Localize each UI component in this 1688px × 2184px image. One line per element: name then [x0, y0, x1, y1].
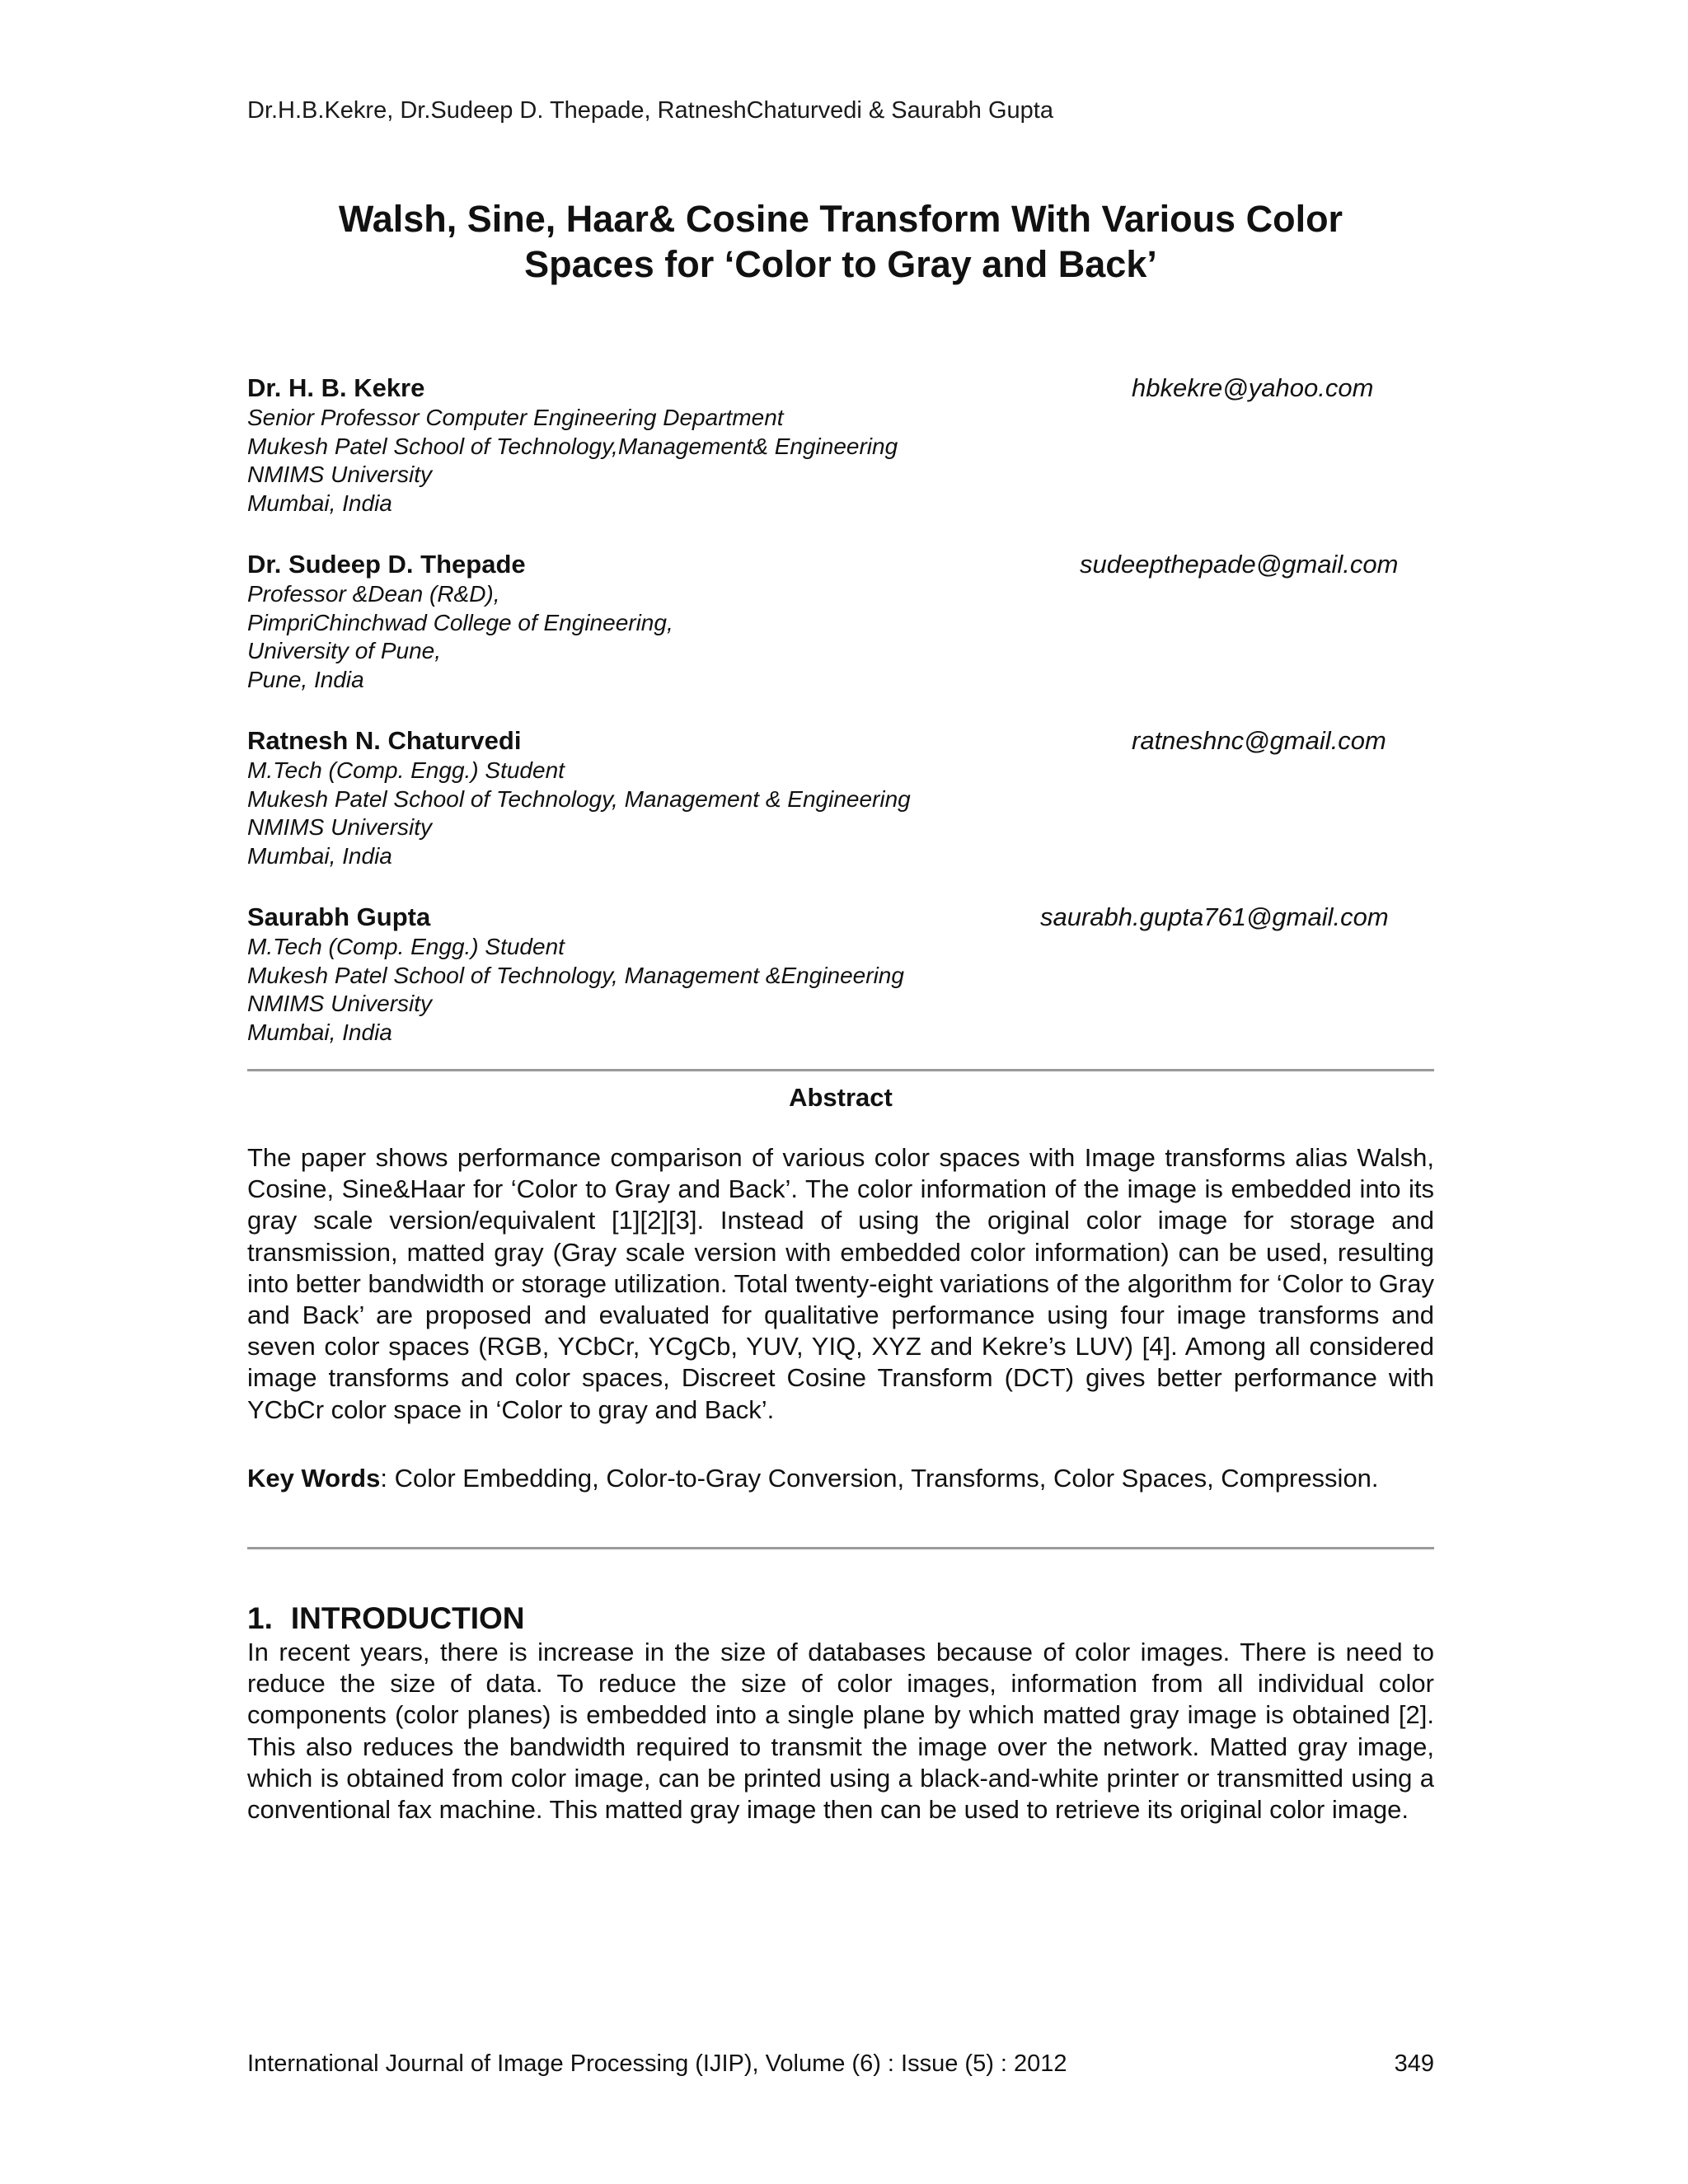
author-name: Dr. Sudeep D. Thepade	[247, 550, 526, 579]
introduction-text: In recent years, there is increase in the size of databases because of color images. There is need to reduce the size of data. To reduce the size of color images, information from all individual color components (color planes) is embedded into a single plane by which matted gray image is obtained [2]. This also reduces the bandwidth required to transmit the image over the network. Matted gray image, which is obtained from color image, can be printed using a black-and-white printer or transmitted using a conventional fax machine. This matted gray image then can be used to retrieve its original color image.	[247, 1638, 1434, 1825]
title-line-1: Walsh, Sine, Haar& Cosine Transform With Various Color	[338, 198, 1343, 240]
keywords-label: Key Words	[247, 1464, 381, 1493]
keywords	[247, 1463, 1434, 1494]
author-affiliation-line: NMIMS University	[247, 814, 433, 840]
author-affiliation-line: Mumbai, India	[247, 490, 392, 516]
author-block	[247, 373, 1434, 518]
abstract-top-divider	[247, 1069, 1434, 1071]
author-email[interactable]: saurabh.gupta761@gmail.com	[1040, 902, 1389, 931]
footer-journal: International Journal of Image Processing (IJIP), Volume (6) : Issue (5) : 2012	[247, 2050, 1067, 2077]
author-affiliation-line: Mumbai, India	[247, 1019, 392, 1045]
author-affiliation-line: Mumbai, India	[247, 842, 392, 869]
author-name: Saurabh Gupta	[247, 902, 431, 931]
author-affiliation-line: Senior Professor Computer Engineering Department	[247, 405, 784, 430]
section-title: INTRODUCTION	[290, 1601, 525, 1635]
author-affiliation-line: Pune, India	[247, 666, 364, 692]
section-number: 1.	[247, 1601, 273, 1635]
author-affiliation-line: University of Pune,	[247, 638, 441, 663]
running-head: Dr.H.B.Kekre, Dr.Sudeep D. Thepade, RatneshChaturvedi & Saurabh Gupta	[247, 97, 1053, 124]
author-block	[247, 549, 1434, 694]
section-heading	[247, 1601, 525, 1637]
author-affiliation-line: PimpriChinchwad College of Engineering,	[247, 609, 673, 635]
author-block	[247, 725, 1434, 870]
author-email[interactable]: hbkekre@yahoo.com	[1132, 373, 1374, 402]
author-affiliation-line: Professor &Dean (R&D),	[247, 581, 500, 607]
author-affiliation-line: M.Tech (Comp. Engg.) Student	[247, 934, 565, 959]
author-name: Dr. H. B. Kekre	[247, 373, 425, 402]
author-name: Ratnesh N. Chaturvedi	[247, 726, 522, 755]
author-block	[247, 902, 1434, 1047]
abstract-text: The paper shows performance comparison of various color spaces with Image transforms alias Walsh, Cosine, Sine&Haar for ‘Color to Gray and Back’. The color information of the image is embedded into its gray scale version/equivalent [1][2][3]. Instead of using the original color image for storage and transmission, matted gray (Gray scale version with embedded color information) can be used, resulting into better bandwidth or storage utilization. Total twenty-eight variations of the algorithm for ‘Color to Gray and Back’ are proposed and evaluated for qualitative performance using four image transforms and seven color spaces (RGB, YCbCr, YCgCb, YUV, YIQ, XYZ and Kekre’s LUV) [4]. Among all considered image transforms and color spaces, Discreet Cosine Transform (DCT) gives better performance with YCbCr color space in ‘Color to gray and Back’.	[247, 1143, 1434, 1424]
author-email[interactable]: sudeepthepade@gmail.com	[1080, 550, 1399, 579]
author-affiliation-line: NMIMS University	[247, 991, 433, 1016]
author-affiliation-line: NMIMS University	[247, 462, 433, 487]
page-number: 349	[1394, 2050, 1434, 2077]
title-line-2: Spaces for ‘Color to Gray and Back’	[524, 243, 1157, 285]
abstract-bottom-divider	[247, 1547, 1434, 1549]
abstract-heading: Abstract	[789, 1083, 893, 1112]
paper-title	[247, 196, 1434, 287]
author-affiliation-line: Mukesh Patel School of Technology, Management &Engineering	[247, 962, 904, 988]
keywords-text: : Color Embedding, Color-to-Gray Conversion, Transforms, Color Spaces, Compression.	[380, 1464, 1379, 1493]
author-affiliation-line: Mukesh Patel School of Technology,Management& Engineering	[247, 433, 898, 459]
author-email[interactable]: ratneshnc@gmail.com	[1132, 726, 1386, 755]
author-affiliation-line: M.Tech (Comp. Engg.) Student	[247, 757, 565, 783]
author-affiliation-line: Mukesh Patel School of Technology, Management & Engineering	[247, 785, 911, 812]
